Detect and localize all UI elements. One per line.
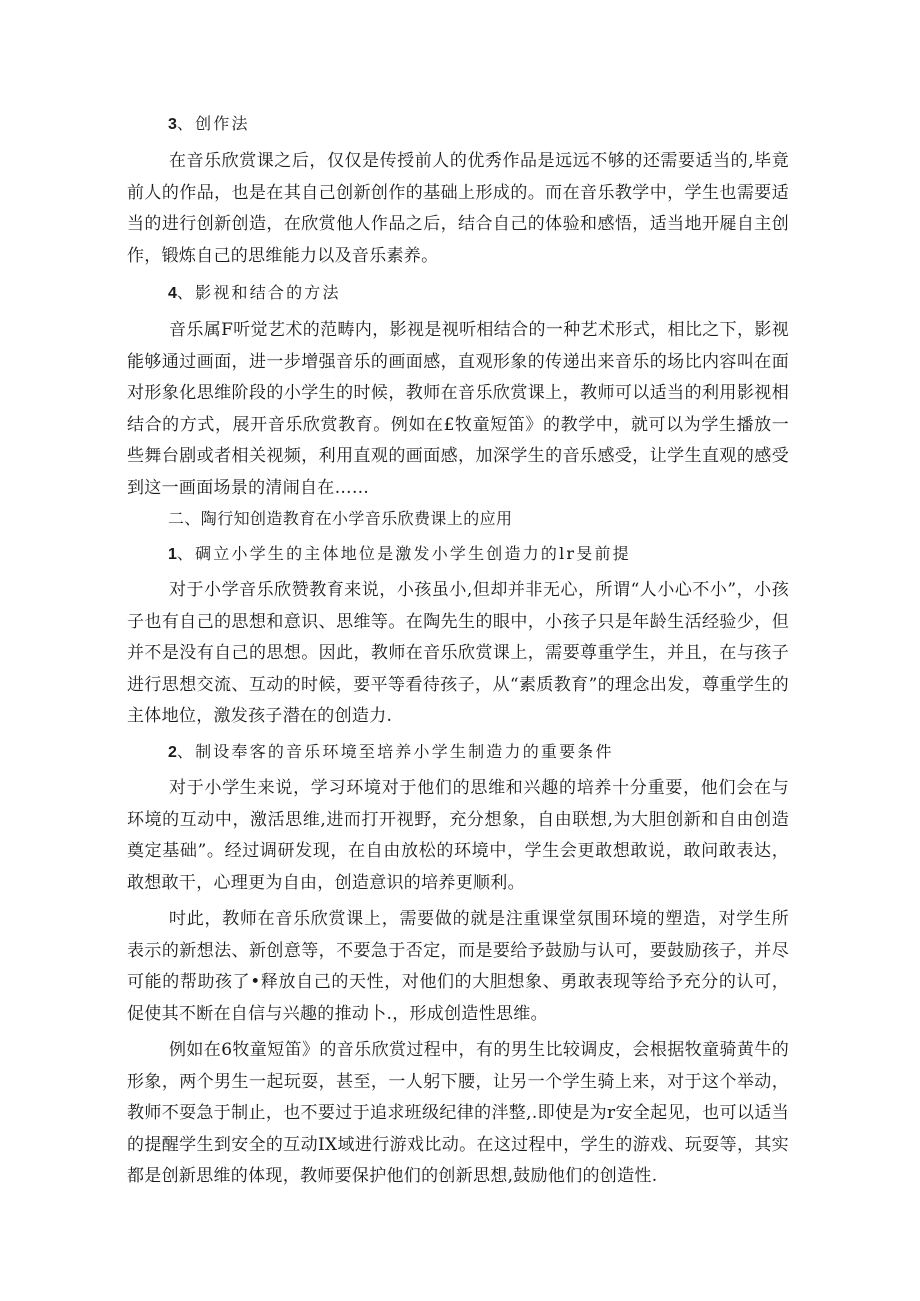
heading-number: 2 [168, 744, 177, 761]
heading-student-subject [168, 543, 788, 566]
heading-text: 、制设奉客的音乐环境至培养小学生制造力的重要条件 [176, 742, 614, 761]
paragraph-environment: 对于小学生来说，学习环境对于他们的思维和兴趣的培养十分重要，他们会在与环境的互动中，激活思维,进而打开视野，充分想象，自由联想,为大胆创新和自由创造奠定基础”。经过调研发现，在自由放松的环境中，学生会更敢想敢说，敢问敢表达，敢想敢干，心理更为自由，创造意识的培养更顺利。 [127, 778, 789, 893]
heading-number: 3 [168, 116, 177, 133]
heading-creation-method [168, 113, 788, 136]
heading-text: 、影视和结合的方法 [176, 283, 341, 302]
heading-number: 1 [168, 546, 177, 563]
paragraph-creation-method: 在音乐欣赏课之后，仅仅是传授前人的优秀作品是远远不够的还需要适当的,毕竟前人的作品，也是在其自己创新创作的基础上形成的。而在音乐教学中，学生也需要适当的进行创新创造，在欣赏他人作品之后，结合自己的体验和感悟，适当地开屣自主创作，锻炼自己的思维能力以及音乐素养。 [127, 151, 789, 266]
paragraph-student-subject: 对于小学音乐欣赞教育来说，小孩虽小,但却并非无心，所谓“人小心不小”，小孩子也有自己的思想和意识、思维等。在陶先生的眼中，小孩子只是年龄生活经验少，但并不是没有自己的思想。因此，教师在音乐欣赏课上，需要尊重学生，并且，在与孩子进行思想交流、互动的时候，要平等看待孩子，从“素质教育”的理念出发，尊重学生的主体地位，激发孩子潜在的创造力. [127, 580, 789, 726]
paragraph-film-method: 音乐属F听觉艺术的范畴内，影视是视听相结合的一种艺术形式，相比之下，影视能够通过画面，进一步增强音乐的画面感，直观形象的传递出来音乐的场比内容叫在面对形象化思维阶段的小学生的时候，教师在音乐欣赏课上，教师可以适当的利用影视相结合的方式，展开音乐欣赏教育。例如在£牧童短笛》的教学中，就可以为学生播放一些舞台剧或者相关视频，利用直观的画面感，加深学生的音乐感受，让学生直观的感受到这一画面场景的清闹自在…… [127, 320, 789, 498]
heading-number: 4 [168, 285, 177, 302]
heading-text: 、创作法 [176, 114, 250, 133]
heading-film-method [168, 282, 788, 305]
paragraph-classroom-atmosphere: 吋此，教师在音乐欣赏课上，需要做的就是注重课堂氛围环境的塑造，对学生所表示的新想法、新创意等，不要急于否定，而是要给予鼓励与认可，要鼓励孩子，并尽可能的帮助孩了•释放自己的天性，对他们的大胆想象、勇敢表现等给予充分的认可，促使其不断在自信与兴趣的推动卜.，形成创造性思维。 [127, 909, 789, 1024]
heading-text: 、碉立小学生的主体地位是激发小学生创造力的lr旻前提 [176, 544, 631, 563]
section-title: 二、陶行知创造教育在小学音乐欣费课上的应用 [168, 509, 513, 528]
paragraph-example: 例如在6牧童短笛》的音乐欣赏过程中，有的男生比较调皮，会根据牧童骑黄牛的形象，两个男生一起玩耍，甚至，一人躬下腰，让另一个学生骑上来，对于这个举动，教师不耍急于制止，也不要过于追求班级纪律的泮整,.即使是为r安全起见，也可以适当的提醒学生到安全的互动IX域进行游戏比动。在这过程中，学生的游戏、玩耍等，其实都是创新思维的体现，教师要保护他们的创新思想,鼓励他们的创造性. [127, 1040, 789, 1186]
heading-music-environment [168, 741, 788, 764]
